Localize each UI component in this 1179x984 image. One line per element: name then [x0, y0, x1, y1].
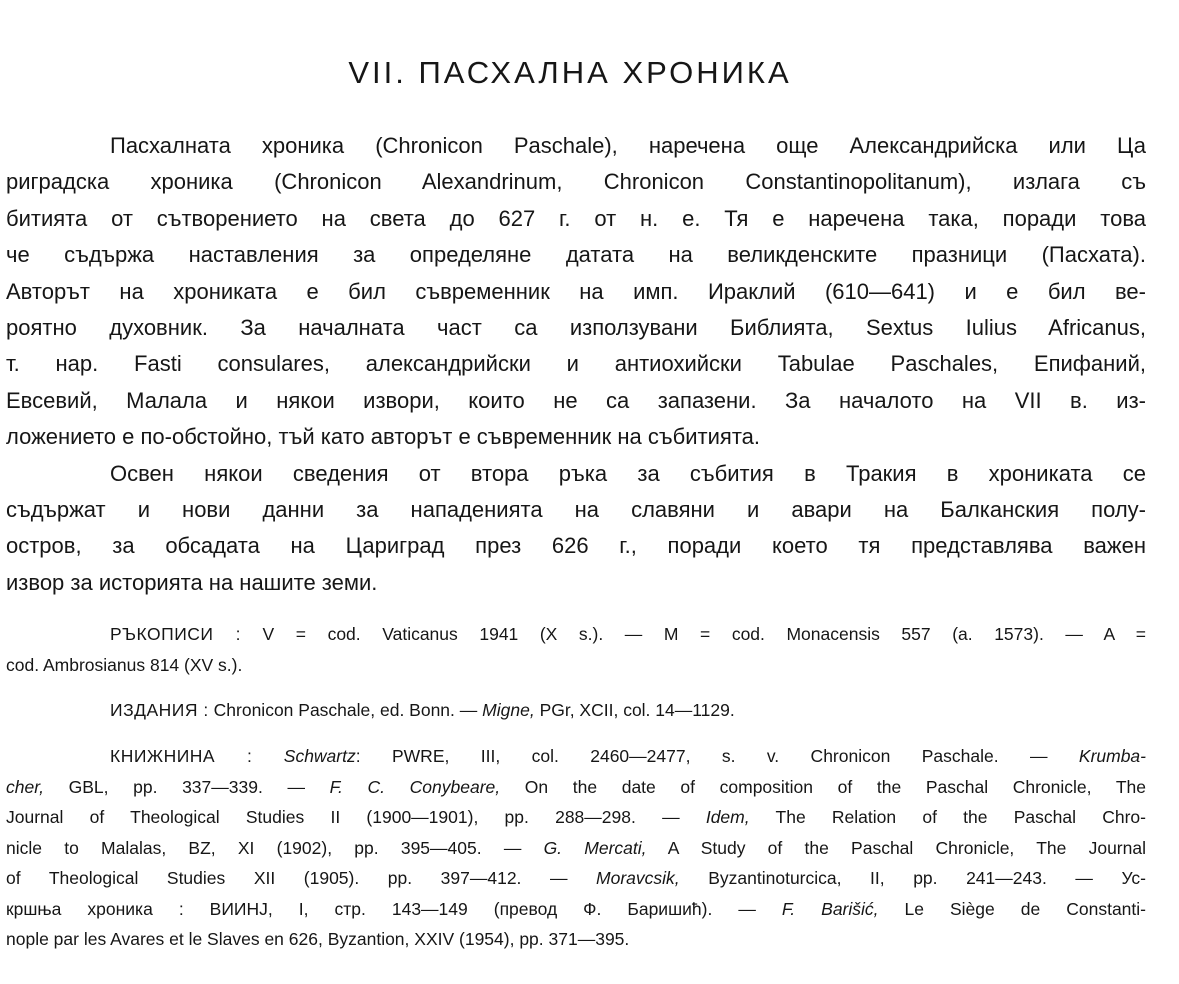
- literature-text: Le Siège de Constanti-: [904, 898, 1146, 919]
- page-title: VII. ПАСХАЛНА ХРОНИКА: [348, 54, 792, 90]
- literature-author: Idem,: [705, 807, 750, 827]
- manuscripts-section: [6, 619, 1146, 680]
- text-line: битията от сътворението на света до 627 г. от н. е. Тя е наречена така, поради това: [6, 205, 1146, 231]
- manuscripts-line: cod. Ambrosianus 814 (XV s.).: [6, 654, 243, 675]
- literature-text: nicle to Malalas, BZ, XI (1902), pp. 395—405. —: [6, 837, 522, 858]
- text-line: съдържат и нови данни за нападенията на славяни и авари на Балканския полу-: [6, 496, 1146, 522]
- literature-text: Journal of Theological Studies II (1900—1901), pp. 288—298. —: [6, 807, 680, 827]
- text-line: Освен някои сведения от втора ръка за събития в Тракия в хрониката се: [110, 460, 1146, 486]
- literature-author: cher,: [6, 776, 44, 797]
- literature-label: КНИЖНИНА :: [110, 746, 253, 766]
- literature-text: : PWRE, III, col. 2460—2477, s. v. Chronicon Paschale. —: [355, 746, 1048, 766]
- literature-line: [6, 894, 1146, 925]
- literature-line: [6, 772, 1146, 803]
- literature-author: Krumba-: [1078, 746, 1146, 766]
- text-line: остров, за обсадата на Цариград през 626 г., поради което тя представлява важен: [6, 533, 1146, 559]
- paragraph-2: [6, 456, 1146, 602]
- text-line: извор за историята на нашите земи.: [6, 569, 378, 595]
- manuscripts-line: [6, 619, 1146, 650]
- editions-label: ИЗДАНИЯ :: [110, 700, 209, 720]
- editions-line: [6, 695, 1146, 726]
- literature-text: A Study of the Paschal Chronicle, The Journal: [667, 837, 1146, 858]
- literature-text: Byzantinoturcica, II, pp. 241—243. — Ус-: [708, 868, 1146, 888]
- literature-author: F. Barišić,: [781, 898, 879, 919]
- literature-line: [6, 833, 1146, 864]
- literature-line: nople par les Avares et le Slaves en 626, Byzantion, XXIV (1954), pp. 371—395.: [6, 929, 630, 949]
- literature-text: GBL, pp. 337—339. —: [68, 776, 305, 797]
- manuscripts-label: РЪКОПИСИ :: [110, 624, 241, 644]
- literature-line: [6, 863, 1146, 894]
- editions-author: Migne,: [482, 700, 535, 720]
- literature-author: G. Mercati,: [543, 837, 647, 858]
- literature-author: F. C. Conybeare,: [329, 776, 501, 797]
- editions-text: PGr, XCII, col. 14—1129.: [539, 700, 735, 720]
- text-line: роятно духовник. За началната част са използувани Библията, Sextus Iulius Africanus,: [6, 314, 1146, 340]
- manuscripts-text: V = cod. Vaticanus 1941 (X s.). — M = cod. Monacensis 557 (a. 1573). — A =: [262, 624, 1146, 644]
- literature-author: Schwartz: [283, 746, 356, 766]
- literature-line: [6, 741, 1146, 772]
- editions-section: [6, 695, 1146, 726]
- text-line: че съдържа наставления за определяне датата на великденските празници (Пасхата).: [6, 242, 1146, 268]
- literature-text: of Theological Studies XII (1905). pp. 397—412. —: [6, 868, 568, 888]
- literature-line: [6, 802, 1146, 833]
- main-text: [6, 128, 1146, 601]
- text-line: Евсевий, Малала и някои извори, които не са запазени. За началото на VII в. из-: [6, 387, 1146, 413]
- literature-text: The Relation of the Paschal Chro-: [775, 807, 1146, 827]
- literature-author: Moravcsik,: [596, 868, 680, 888]
- editions-text: Chronicon Paschale, ed. Bonn. —: [213, 700, 478, 720]
- text-line: риградска хроника (Chronicon Alexandrinum, Chronicon Constantinopolitanum), излага съ: [6, 169, 1146, 195]
- text-line: ложението е по-обстойно, тъй като авторът е съвременник на събитията.: [6, 424, 760, 450]
- text-line: Пасхалната хроника (Chronicon Paschale), наречена още Александрийска или Ца: [110, 133, 1146, 158]
- literature-text: кршња хроника : ВИИНЈ, I, стр. 143—149 (превод Ф. Баришић). —: [6, 898, 756, 919]
- literature-text: On the date of composition of the Paschal Chronicle, The: [524, 776, 1146, 797]
- literature-section: [6, 741, 1146, 955]
- text-line: т. нар. Fasti consulares, александрийски и антиохийски Tabulae Paschales, Епифаний,: [6, 351, 1146, 377]
- paragraph-1: [6, 128, 1146, 456]
- text-line: Авторът на хрониката е бил съвременник на имп. Ираклий (610—641) и е бил ве-: [6, 278, 1146, 304]
